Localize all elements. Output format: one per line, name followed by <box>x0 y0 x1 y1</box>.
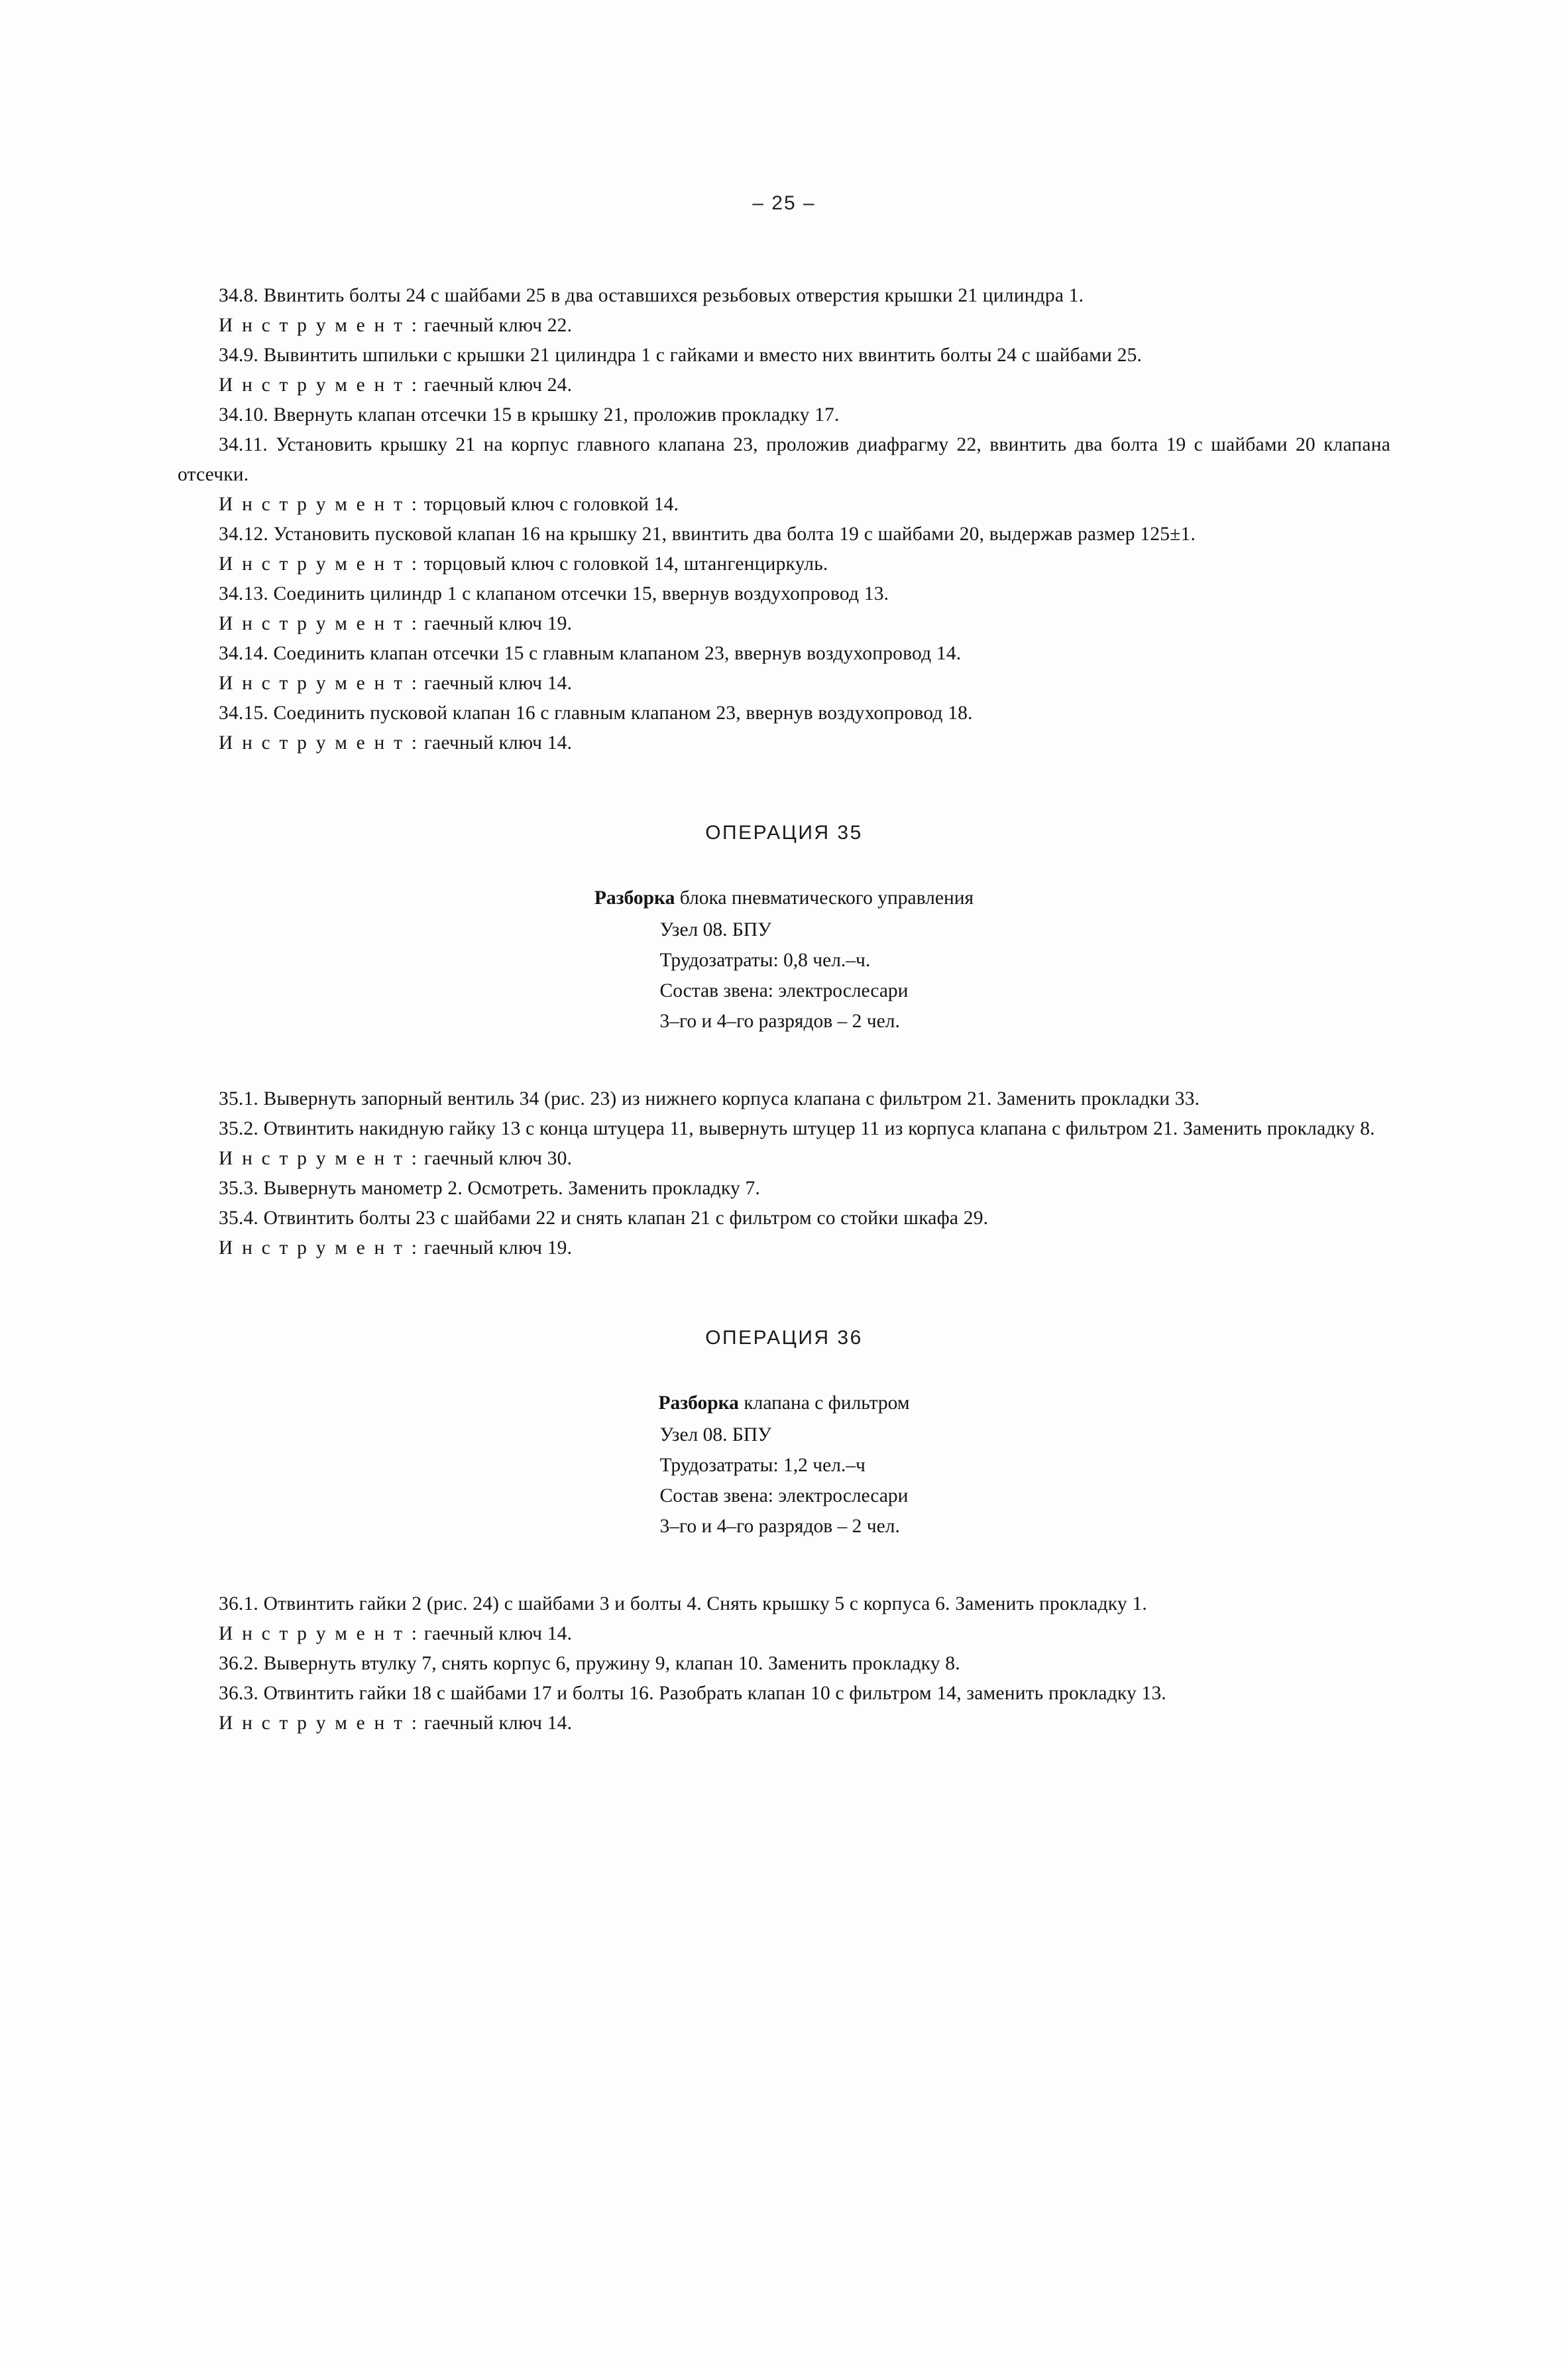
step-34-14: 34.14. Соединить клапан отсечки 15 с главным клапаном 23, ввернув воздухопровод 14. <box>219 643 962 664</box>
tool-label: И н с т р у м е н т : <box>219 374 420 396</box>
tool-35-4 <box>178 1233 1390 1263</box>
tool-label: И н с т р у м е н т : <box>219 1148 420 1169</box>
step-36-2: 36.2. Вывернуть втулку 7, снять корпус 6, пружину 9, клапан 10. Заменить прокладку 8. <box>219 1653 960 1674</box>
operation-35-ranks: 3–го и 4–го разрядов – 2 чел. <box>659 1011 900 1032</box>
tool-34-9 <box>178 370 1390 400</box>
step-36-3: 36.3. Отвинтить гайки 18 с шайбами 17 и болты 16. Разобрать клапан 10 с фильтром 14, заменить прокладку 13. <box>219 1683 1166 1704</box>
tool-label: И н с т р у м е н т : <box>219 1237 420 1259</box>
tool-text: гаечный ключ 14. <box>423 732 573 754</box>
tool-36-1 <box>178 1619 1390 1649</box>
tool-text: гаечный ключ 19. <box>423 613 573 634</box>
step-35-4: 35.4. Отвинтить болты 23 с шайбами 22 и снять клапан 21 с фильтром со стойки шкафа 29. <box>219 1208 989 1229</box>
page-content <box>178 215 1390 1738</box>
step-34-12: 34.12. Установить пусковой клапан 16 на крышку 21, ввинтить два болта 19 с шайбами 20, выдержав размер 125±1. <box>219 524 1196 545</box>
operation-36-crew: Состав звена: электрослесари <box>659 1485 909 1506</box>
operation-35-meta <box>660 915 909 1037</box>
operation-36-subtitle-rest: клапана с фильтром <box>744 1392 910 1414</box>
step-34-8: 34.8. Ввинтить болты 24 с шайбами 25 в два оставшихся резьбовых отверстия крышки 21 цилиндра 1. <box>219 285 1084 306</box>
step-34-15: 34.15. Соединить пусковой клапан 16 с главным клапаном 23, ввернув воздухопровод 18. <box>219 703 973 724</box>
tool-text: гаечный ключ 24. <box>423 374 573 396</box>
operation-36-body <box>178 1589 1390 1738</box>
tool-34-14 <box>178 669 1390 699</box>
tool-34-12 <box>178 549 1390 579</box>
operation-36-unit: Узел 08. БПУ <box>659 1424 772 1445</box>
operation-36-meta <box>660 1420 909 1542</box>
operation-35-unit: Узел 08. БПУ <box>659 919 772 940</box>
operation-36-subtitle-bold: Разборка <box>658 1392 739 1414</box>
tool-label: И н с т р у м е н т : <box>219 613 420 634</box>
tool-text: торцовый ключ с головкой 14, штангенциркуль. <box>423 553 828 575</box>
operation-36-labor: Трудозатраты: 1,2 чел.–ч <box>659 1455 866 1476</box>
operation-35-subtitle-bold: Разборка <box>594 887 675 909</box>
operation-36-title: ОПЕРАЦИЯ 36 <box>705 1327 863 1349</box>
tool-label: И н с т р у м е н т : <box>219 1713 420 1734</box>
operation-35-crew: Состав звена: электрослесари <box>659 980 909 1001</box>
tool-34-8 <box>178 311 1390 341</box>
tool-text: гаечный ключ 14. <box>423 1623 573 1644</box>
step-34-10: 34.10. Ввернуть клапан отсечки 15 в крышку 21, проложив прокладку 17. <box>219 404 840 425</box>
tool-text: торцовый ключ с головкой 14. <box>423 494 679 515</box>
tool-label: И н с т р у м е н т : <box>219 732 420 754</box>
tool-34-13 <box>178 609 1390 639</box>
tool-text: гаечный ключ 19. <box>423 1237 573 1259</box>
operation-35-body <box>178 1084 1390 1263</box>
operation-35-subtitle-rest: блока пневматического управления <box>679 887 974 909</box>
tool-34-11 <box>178 490 1390 520</box>
tool-text: гаечный ключ 22. <box>423 315 573 336</box>
step-34-9: 34.9. Вывинтить шпильки с крышки 21 цилиндра 1 с гайками и вместо них ввинтить болты 24 с шайбами 25. <box>219 345 1143 366</box>
tool-label: И н с т р у м е н т : <box>219 553 420 575</box>
tool-text: гаечный ключ 14. <box>423 1713 573 1734</box>
operation-36-ranks: 3–го и 4–го разрядов – 2 чел. <box>659 1516 900 1537</box>
operation-35-labor: Трудозатраты: 0,8 чел.–ч. <box>659 950 871 971</box>
step-36-1: 36.1. Отвинтить гайки 2 (рис. 24) с шайбами 3 и болты 4. Снять крышку 5 с корпуса 6. Заменить прокладку 1. <box>219 1593 1147 1614</box>
operation-36-header <box>178 1327 1390 1542</box>
operation-35-title: ОПЕРАЦИЯ 35 <box>705 822 863 844</box>
tool-label: И н с т р у м е н т : <box>219 494 420 515</box>
step-34-11: 34.11. Установить крышку 21 на корпус главного клапана 23, проложив диафрагму 22, ввинтить два болта 19 с шайбами 20 клапана отсечки. <box>178 434 1390 485</box>
step-35-3: 35.3. Вывернуть манометр 2. Осмотреть. Заменить прокладку 7. <box>219 1178 761 1199</box>
tool-34-15 <box>178 728 1390 758</box>
step-35-2: 35.2. Отвинтить накидную гайку 13 с конца штуцера 11, вывернуть штуцер 11 из корпуса клапана с фильтром 21. Заменить прокладку 8. <box>219 1118 1375 1139</box>
operation-36-subtitle <box>178 1388 1390 1418</box>
tool-36-3 <box>178 1709 1390 1738</box>
page-number: – 25 – <box>752 192 816 214</box>
tool-label: И н с т р у м е н т : <box>219 673 420 694</box>
tool-text: гаечный ключ 30. <box>423 1148 573 1169</box>
step-34-13: 34.13. Соединить цилиндр 1 с клапаном отсечки 15, ввернув воздухопровод 13. <box>219 583 889 604</box>
tool-text: гаечный ключ 14. <box>423 673 573 694</box>
tool-35-2 <box>178 1144 1390 1174</box>
tool-label: И н с т р у м е н т : <box>219 1623 420 1644</box>
section-34-body <box>178 281 1390 758</box>
step-35-1: 35.1. Вывернуть запорный вентиль 34 (рис. 23) из нижнего корпуса клапана с фильтром 21. Заменить прокладки 33. <box>219 1088 1200 1109</box>
operation-35-subtitle <box>178 883 1390 913</box>
tool-label: И н с т р у м е н т : <box>219 315 420 336</box>
operation-35-header <box>178 822 1390 1037</box>
